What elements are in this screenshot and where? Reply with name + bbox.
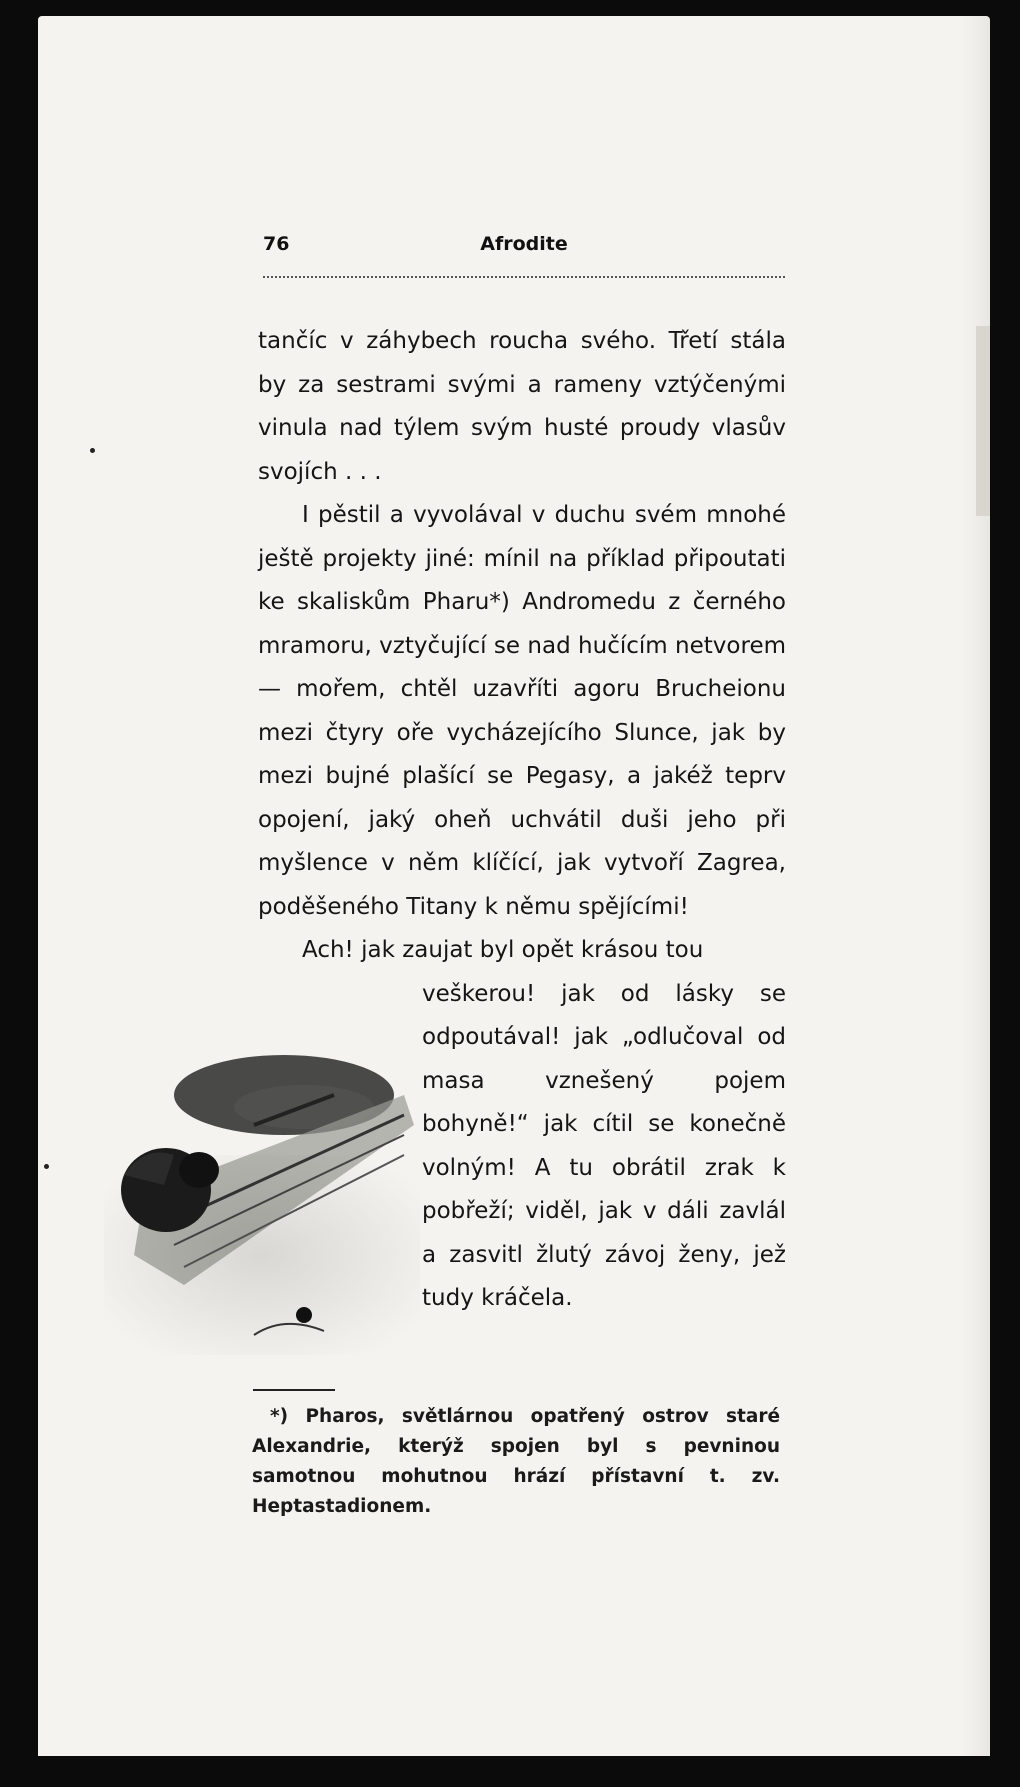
page-edge-tab (976, 326, 990, 516)
running-title: Afrodite (480, 233, 568, 255)
ink-speck (44, 1164, 49, 1169)
paragraph: tančíc v záhybech roucha svého. Třetí stála by za sestrami svými a rameny vztýčenými vinula nad týlem svým husté proudy vlasův svojích . . . (258, 328, 786, 485)
footnote: *) Pharos, světlárnou opatřený ostrov staré Alexandrie, kterýž spojen byl s pevninou samotnou mohutnou hrází přístavní t. zv. Heptastadionem. (252, 1406, 780, 1517)
page-header (263, 233, 785, 263)
shoreline-vignette-icon (104, 1035, 420, 1355)
footnote-rule (253, 1389, 335, 1391)
ink-speck (90, 448, 95, 453)
paragraph: veškerou! jak od lásky se odpoutával! jak „odlučoval od masa vznešený pojem bohyně!“ jak cítil se konečně volným! A tu obrátil zrak k pobřeží; viděl, jak v dáli zavlál a zasvitl žlutý závoj ženy, jež tudy kráčela. (422, 980, 786, 1311)
page-edge-shadow (962, 16, 990, 1756)
page-number: 76 (263, 233, 290, 255)
paragraph-intro: Ach! jak zaujat byl opět krásou tou (302, 937, 704, 963)
paragraph: I pěstil a vyvolával v duchu svém mnohé ještě projekty jiné: mínil na příklad připoutati ke skaliskům Pharu*) Andromedu z černého mramoru, vztyčující se nad hučícím netvorem — mořem, chtěl uzavříti agoru Brucheionu mezi čtyry oře vycházejícího Slunce, jak by mezi bujné plašící se Pegasy, a jakéž teprv opojení, jaký oheň uchvátil duši jeho při myšlence v něm klíčící, jak vytvoří Zagrea, poděšeného Titany k němu spějícími! (258, 502, 786, 920)
header-rule (263, 276, 785, 278)
